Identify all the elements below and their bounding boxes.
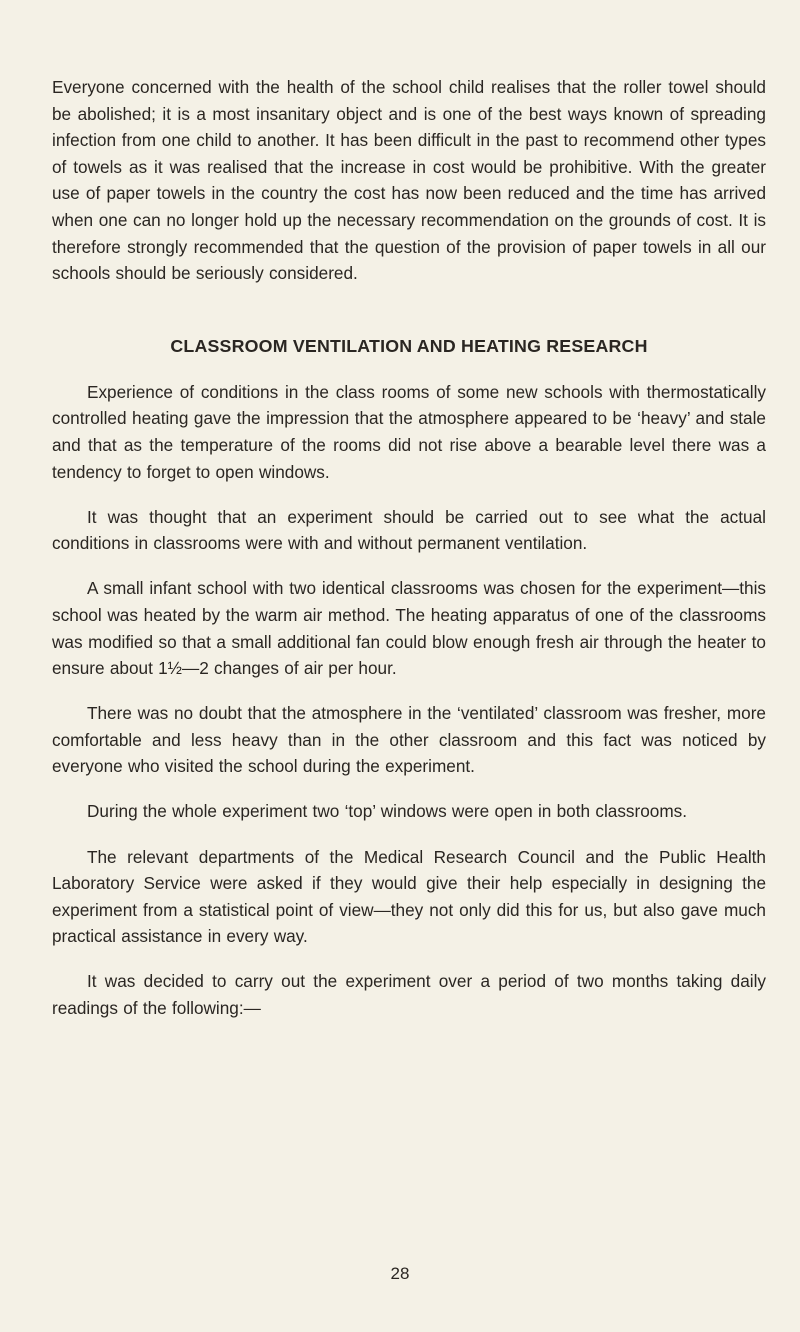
page-number: 28 <box>390 1264 410 1283</box>
paragraph-top-windows: During the whole experiment two ‘top’ windows were open in both classrooms. <box>87 801 688 822</box>
paragraph-experience: Experience of conditions in the class rooms of some new schools with thermostatically controlled heating gave the impression that the atmosphere appeared to be ‘heavy’ and stale and that as the temperature of the rooms did not rise above a bearable level there was a tendency to forget to open windows. <box>52 381 766 482</box>
paragraph-atmosphere: There was no doubt that the atmosphere in the ‘ventilated’ classroom was fresher, more comfortable and less heavy than in the other classroom and this fact was noticed by everyone who visited the school during the experiment. <box>52 703 766 777</box>
paragraph-daily-readings: It was decided to carry out the experiment over a period of two months taking daily readings of the following:— <box>52 971 766 1019</box>
paragraph-infant-school: A small infant school with two identical classrooms was chosen for the experiment—this school was heated by the warm air method. The heating apparatus of one of the classrooms was modified so that a small additional fan could blow enough fresh air through the heater to ensure about 1½—2 changes of air per hour. <box>52 578 766 679</box>
paragraph-research-council: The relevant departments of the Medical Research Council and the Public Health Laboratory Service were asked if they would give their help especially in designing the experiment from a statistical point of view—they not only did this for us, but also gave much practical assistance in every way. <box>52 846 766 947</box>
paragraph-experiment-proposal: It was thought that an experiment should be carried out to see what the actual conditions in classrooms were with and without permanent ventilation. <box>52 506 766 554</box>
document-page <box>52 74 766 1022</box>
paragraph-paper-towels: Everyone concerned with the health of the school child realises that the roller towel should be abolished; it is a most insanitary object and is one of the best ways known of spreading infection from one child to another. It has been difficult in the past to recommend other types of towels as it was realised that the increase in cost would be prohibitive. With the greater use of paper towels in the country the cost has now been reduced and the time has arrived when one can no longer hold up the necessary recommendation on the grounds of cost. It is therefore strongly recommended that the question of the provision of paper towels in all our schools should be seriously considered. <box>52 77 766 284</box>
section-heading: CLASSROOM VENTILATION AND HEATING RESEARCH <box>170 335 648 356</box>
